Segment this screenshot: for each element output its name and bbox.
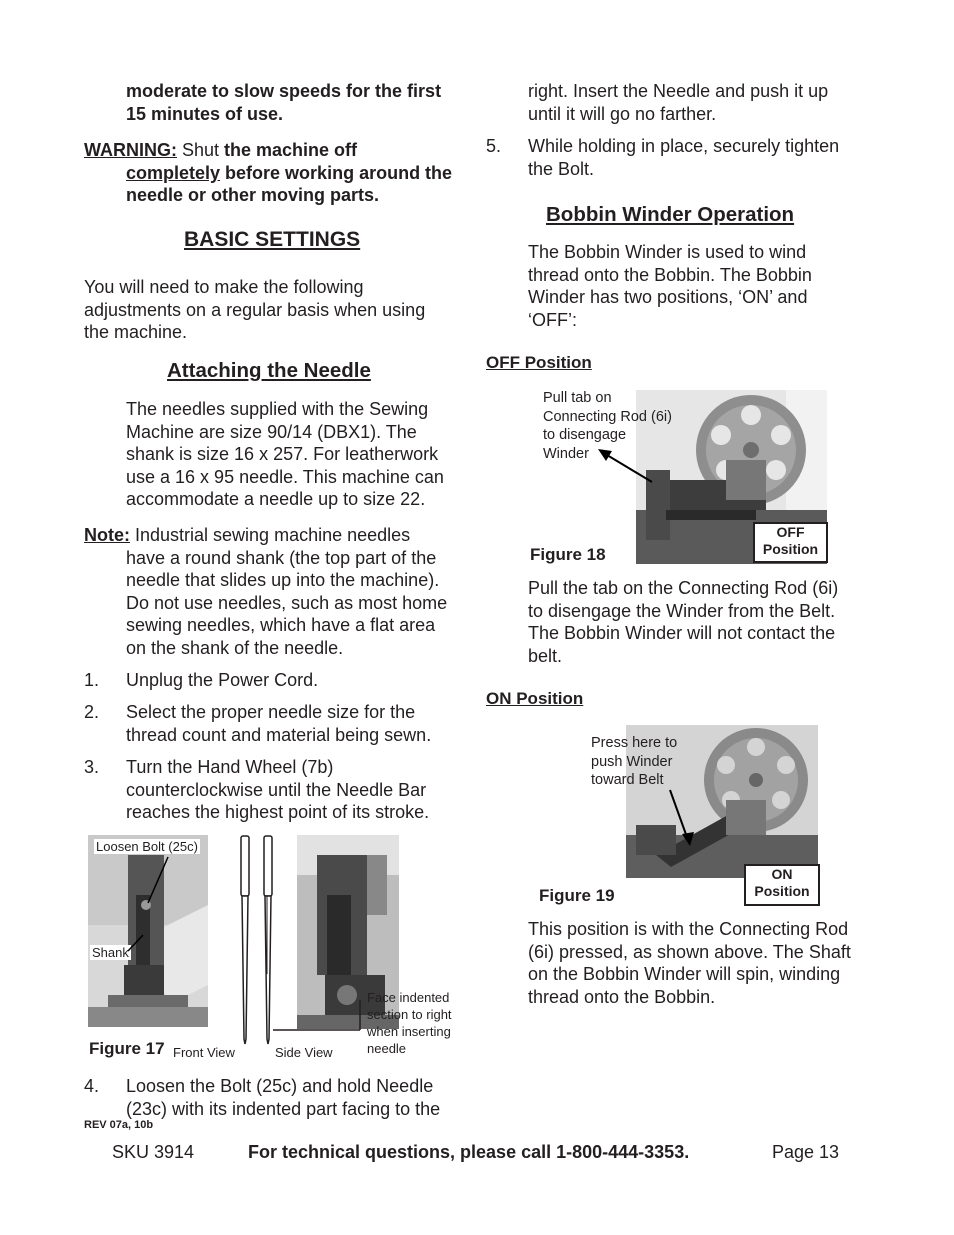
off-paragraph: Pull the tab on the Connecting Rod (6i) to disengage the Winder from the Belt. The Bobbin Winder will not contact the belt. xyxy=(528,578,839,666)
warning-block: WARNING: Shut the machine off completely before working around the needle or other moving parts. xyxy=(84,140,453,206)
step-4: 4. Loosen the Bolt (25c) and hold Needle (23c) with its indented part facing to the xyxy=(84,1076,441,1119)
figure17-bolt-photo xyxy=(88,835,208,1027)
warning-label: WARNING: xyxy=(84,140,177,160)
note-label: Note: xyxy=(84,525,130,545)
figure17-label: Figure 17 xyxy=(89,1039,165,1058)
on-position-heading: ON Position xyxy=(486,689,584,708)
needle-paragraph: The needles supplied with the Sewing Machine are size 90/14 (DBX1). The shank is size 16 x 257. For leatherwork use a 16 x 95 needle. This machine can accommodate a needle up to size 22. xyxy=(126,399,444,510)
continuation-text: right. Insert the Needle and push it up until it will go no farther. xyxy=(528,81,829,124)
footer-page-number: Page 13 xyxy=(772,1142,840,1162)
step-2: 2. Select the proper needle size for the thread count and material being sewn. xyxy=(84,702,432,745)
on-paragraph: This position is with the Connecting Rod (6i) pressed, as shown above. The Shaft on the Bobbin Winder will spin, winding thread onto the Bobbin. xyxy=(528,919,851,1007)
figure18-callout: Pull tab on Connecting Rod (6i) to disengage Winder xyxy=(543,390,672,462)
intro-text: moderate to slow speeds for the first 15 minutes of use. xyxy=(126,81,442,124)
bobbin-winder-heading: Bobbin Winder Operation xyxy=(546,203,795,226)
step-1: 1. Unplug the Power Cord. xyxy=(84,670,319,690)
figure19-callout: Press here to push Winder toward Belt xyxy=(591,735,678,788)
basic-settings-paragraph: You will need to make the following adjustments on a regular basis when using the machine. xyxy=(84,277,426,343)
face-indented-note: Face indented section to right when inserting needle xyxy=(367,990,452,1056)
basic-settings-heading: BASIC SETTINGS xyxy=(184,228,361,251)
note-block: Note: Industrial sewing machine needles have a round shank (the top part of the needle that slides up into the machine). Do not use needles, such as most home sewing needles, which have a flat area on the shank of the needle. xyxy=(84,525,448,658)
side-view-label: Side View xyxy=(275,1045,333,1060)
front-view-label: Front View xyxy=(173,1045,235,1060)
loosen-bolt-callout: Loosen Bolt (25c) xyxy=(96,839,198,854)
figure19-label: Figure 19 xyxy=(539,886,615,905)
bobbin-paragraph: The Bobbin Winder is used to wind thread onto the Bobbin. The Bobbin Winder has two positions, ‘ON’ and ‘OFF’: xyxy=(528,242,812,330)
figure18-label: Figure 18 xyxy=(530,545,606,564)
needles-drawing xyxy=(232,834,282,1046)
off-position-box: OFF Position xyxy=(753,522,828,563)
on-position-box: ON Position xyxy=(744,864,820,906)
shank-callout: Shank xyxy=(92,945,129,960)
off-position-heading: OFF Position xyxy=(486,353,592,372)
footer-sku: SKU 3914 xyxy=(112,1142,195,1162)
step-5: 5. While holding in place, securely tighten the Bolt. xyxy=(486,136,840,179)
footer-tech-support: For technical questions, please call 1-800-444-3353. xyxy=(248,1142,690,1162)
attaching-needle-heading: Attaching the Needle xyxy=(167,359,371,382)
revision-note: REV 07a, 10b xyxy=(84,1119,154,1131)
step-3: 3. Turn the Hand Wheel (7b) counterclockwise until the Needle Bar reaches the highest point of its stroke. xyxy=(84,757,430,823)
